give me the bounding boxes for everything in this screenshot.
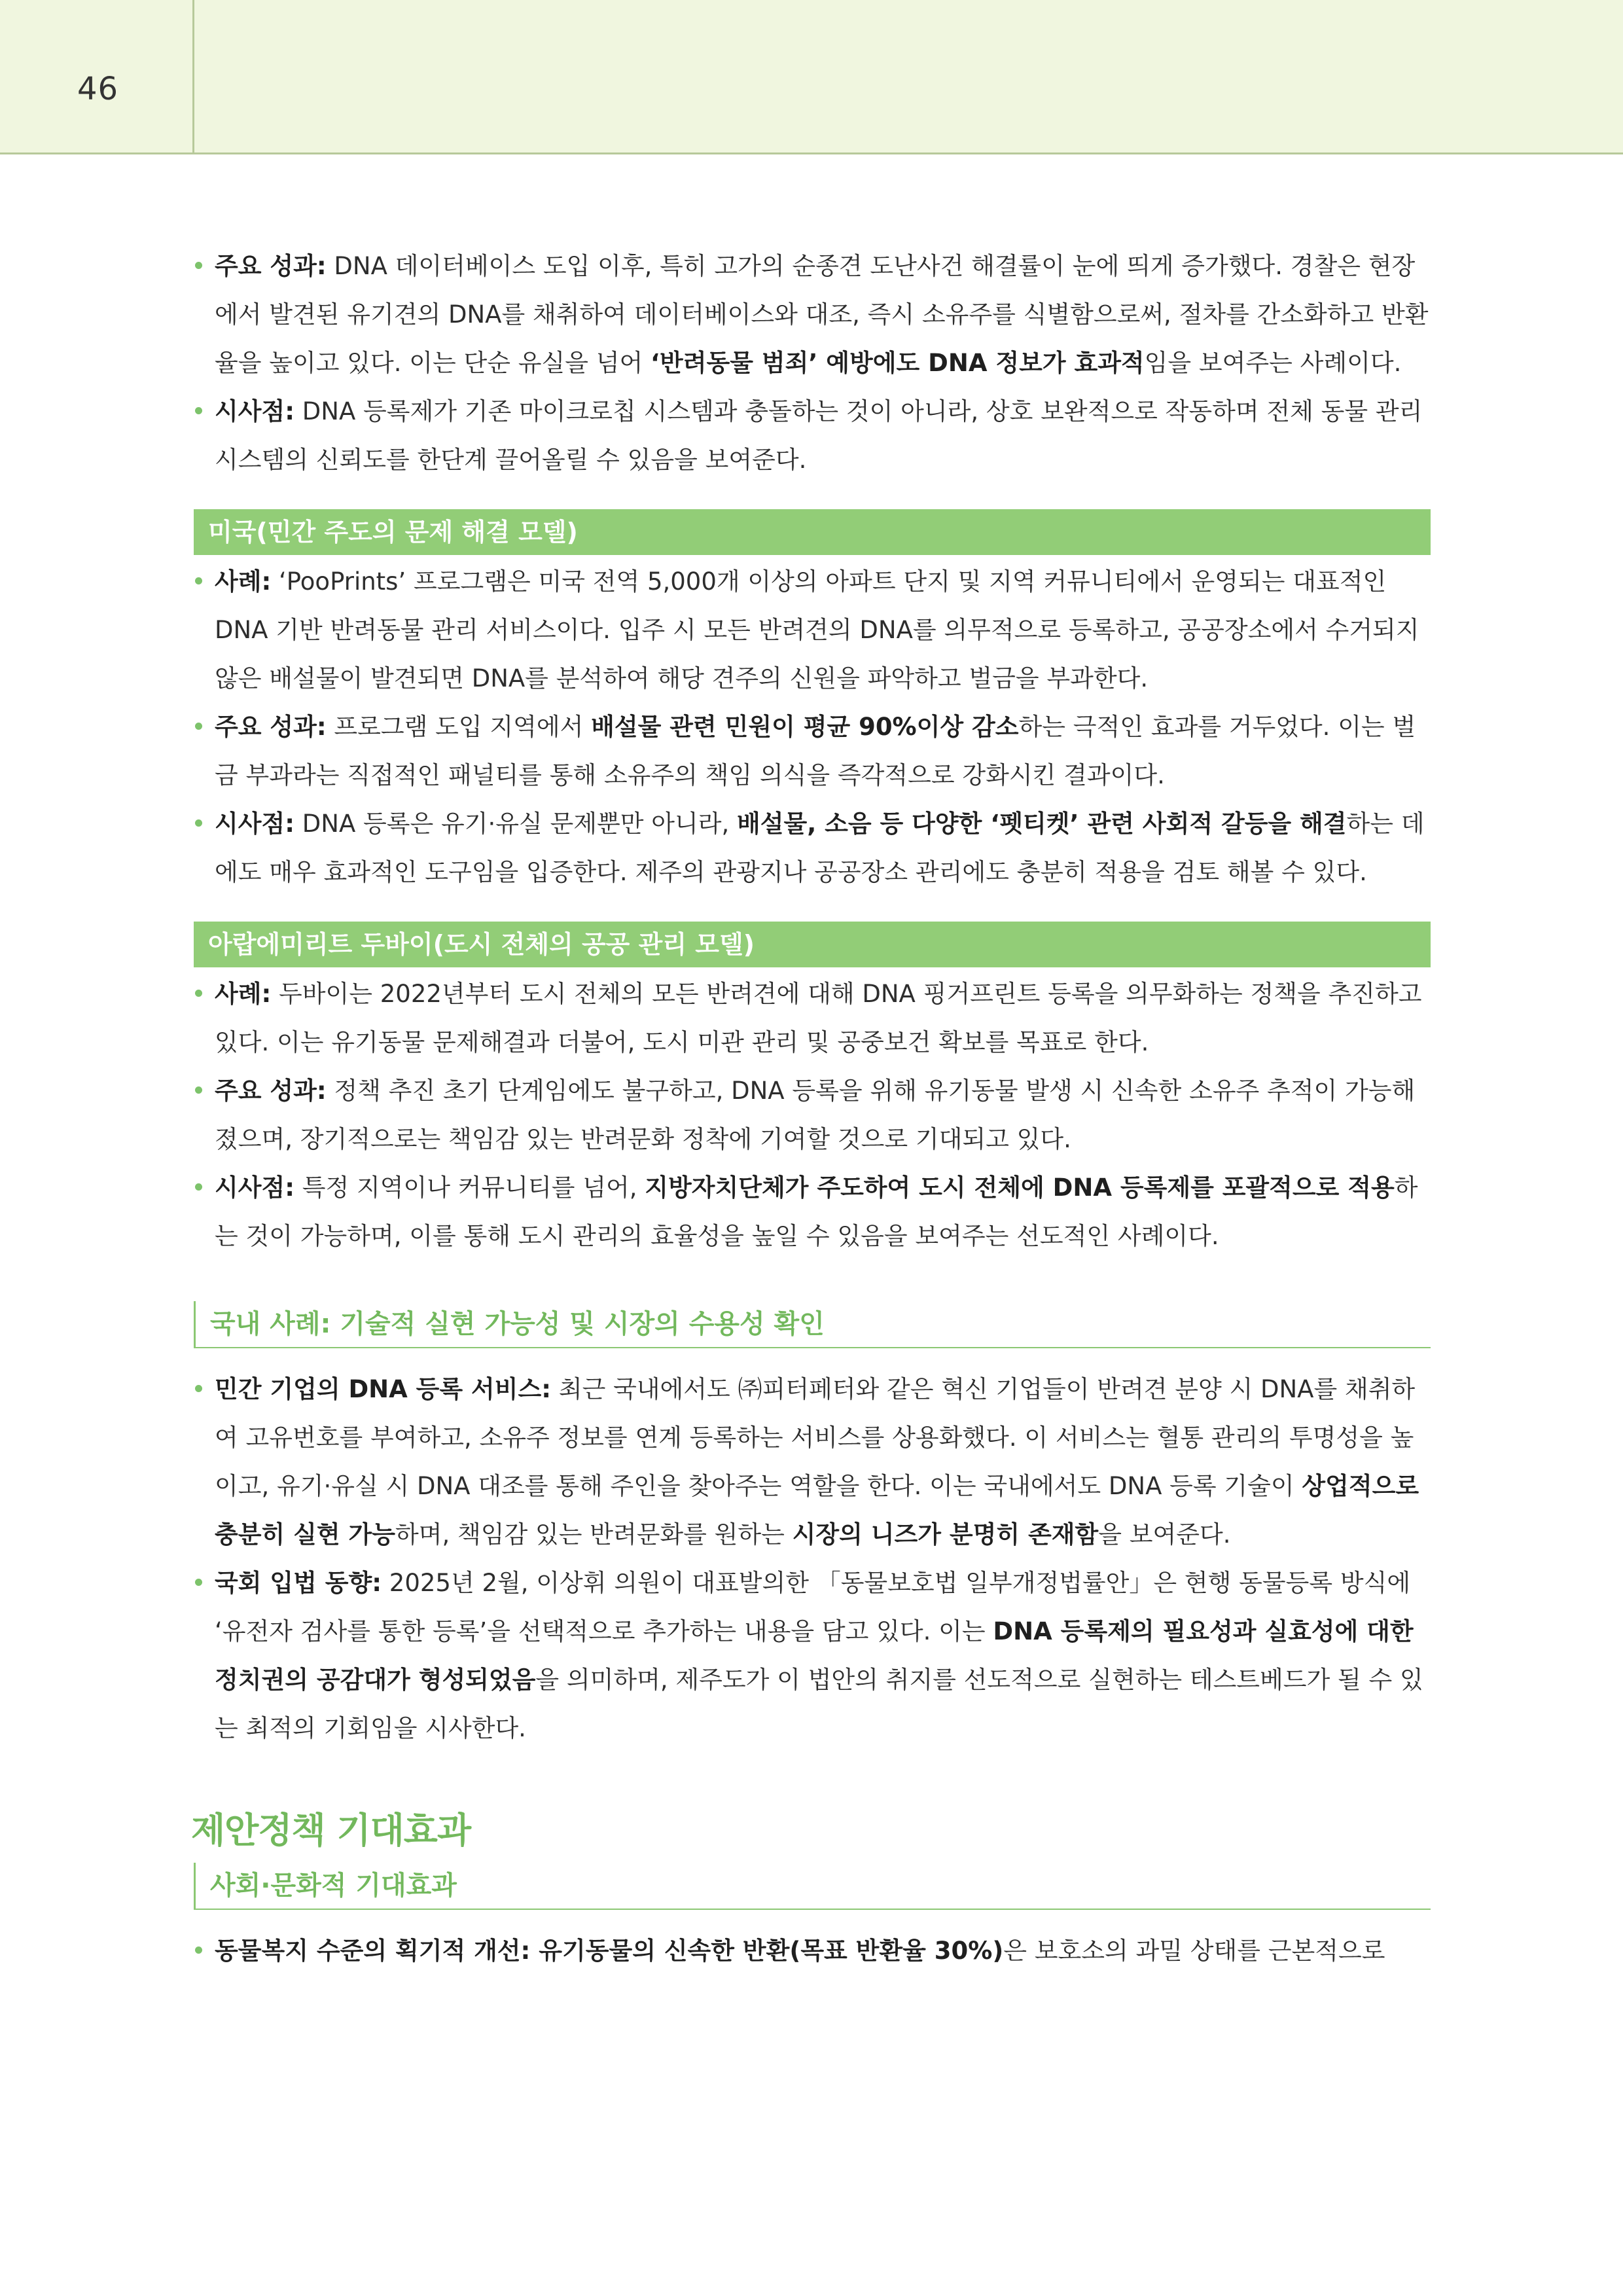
body-text: 하는 극적인 효과를 거두었다. 이는 벌금 부과라는 직접적인 패널티를 통해 소유주의 책임 의식을 즉각적으로 강화시킨 결과이다. (215, 713, 1416, 789)
bold-text: 사례: (215, 980, 272, 1008)
body-text: 두바이는 2022년부터 도시 전체의 모든 반려견에 대해 DNA 핑거프린트 등록을 의무화하는 정책을 추진하고 있다. 이는 유기동물 문제해결과 더불어, 도시 미관 관리 및 공중보건 확보를 목표로 한다. (215, 980, 1422, 1056)
bullet-item (194, 387, 1431, 484)
bold-text: 시사점: (215, 810, 295, 838)
section-5 (194, 1863, 1431, 1975)
header-band (0, 0, 1623, 154)
bold-text: DNA 등록제의 필요성과 실효성에 대한 정치권의 공감대가 형성되었음 (215, 1617, 1414, 1694)
bold-text: 주요 성과: (215, 713, 327, 741)
bullet-item (194, 1164, 1431, 1261)
section-subheading: 국내 사례: 기술적 실현 가능성 및 시장의 수용성 확인 (194, 1301, 1431, 1348)
bold-text: 주요 성과: (215, 252, 327, 280)
bullet-item (194, 800, 1431, 897)
body-text: 하며, 책임감 있는 반려문화를 원하는 (395, 1520, 793, 1549)
body-text: 은 보호소의 과밀 상태를 근본적으로 (1003, 1937, 1385, 1965)
body-text: 프로그램 도입 지역에서 (326, 713, 592, 741)
bullet-item (194, 1365, 1431, 1559)
section-2 (194, 922, 1431, 1261)
bullet-item (194, 970, 1431, 1067)
section-heading-bar: 미국(민간 주도의 문제 해결 모델) (194, 509, 1431, 555)
body-text: DNA 등록은 유기·유실 문제뿐만 아니라, (294, 810, 737, 838)
bold-text: 동물복지 수준의 획기적 개선: 유기동물의 신속한 반환(목표 반환율 30%) (215, 1937, 1004, 1965)
body-text: 정책 추진 초기 단계임에도 불구하고, DNA 등록을 위해 유기동물 발생 시 신속한 소유주 추적이 가능해졌으며, 장기적으로는 책임감 있는 반려문화 정착에 기여할 것으로 기대되고 있다. (215, 1077, 1416, 1153)
body-text: 특정 지역이나 커뮤니티를 넘어, (294, 1174, 645, 1202)
bold-text: 시장의 니즈가 분명히 존재함 (792, 1520, 1099, 1549)
bullet-item (194, 1559, 1431, 1753)
body-text: 을 보여준다. (1098, 1520, 1231, 1549)
section-0 (194, 242, 1431, 484)
body-text: 임을 보여주는 사례이다. (1144, 349, 1402, 377)
bold-text: 민간 기업의 DNA 등록 서비스: (215, 1375, 552, 1403)
body-text: 을 의미하며, 제주도가 이 법안의 취지를 선도적으로 실현하는 테스트베드가 될 수 있는 최적의 기회임을 시사한다. (215, 1666, 1423, 1742)
body-text: DNA 데이터베이스 도입 이후, 특히 고가의 순종견 도난사건 해결률이 눈에 띄게 증가했다. 경찰은 현장에서 발견된 유기견의 DNA를 채취하여 데이터베이스와 대조, 즉시 소유주를 식별함으로써, 절차를 간소화하고 반환율을 높이고 있다. 이는 단순 유실을 넘어 (215, 252, 1429, 377)
body-text: DNA 등록제가 기존 마이크로칩 시스템과 충돌하는 것이 아니라, 상호 보완적으로 작동하며 전체 동물 관리 시스템의 신뢰도를 한단계 끌어올릴 수 있음을 보여준다. (215, 397, 1423, 474)
bold-text: 배설물 관련 민원이 평균 90%이상 감소 (591, 713, 1019, 741)
body-text: 최근 국내에서도 ㈜피터페터와 같은 혁신 기업들이 반려견 분양 시 DNA를 채취하여 고유번호를 부여하고, 소유주 정보를 연계 등록하는 서비스를 상용화했다. 이 서비스는 혈통 관리의 투명성을 높이고, 유기·유실 시 DNA 대조를 통해 주인을 찾아주는 역할을 한다. 이는 국내에서도 DNA 등록 기술이 (215, 1375, 1416, 1500)
bold-text: 배설물, 소음 등 다양한 ‘펫티켓’ 관련 사회적 갈등을 해결 (737, 810, 1347, 838)
bold-text: 주요 성과: (215, 1077, 327, 1105)
bold-text: 상업적으로 충분히 실현 가능 (215, 1472, 1419, 1549)
section-3 (194, 1301, 1431, 1753)
bold-text: 사례: (215, 567, 272, 596)
body-text: 하는 데에도 매우 효과적인 도구임을 입증한다. 제주의 관광지나 공공장소 관리에도 충분히 적용을 검토 해볼 수 있다. (215, 810, 1425, 886)
page-content (191, 242, 1431, 1975)
section-subheading: 사회·문화적 기대효과 (194, 1863, 1431, 1910)
bold-text: 시사점: (215, 1174, 295, 1202)
bullet-item (194, 242, 1431, 387)
bold-text: 지방자치단체가 주도하여 도시 전체에 DNA 등록제를 포괄적으로 적용 (645, 1174, 1395, 1202)
page-number: 46 (77, 71, 119, 107)
bullet-item (194, 703, 1431, 800)
bullet-item (194, 1927, 1431, 1975)
section-4 (191, 1808, 1431, 1854)
bullet-item (194, 558, 1431, 703)
header-divider (192, 0, 194, 154)
section-1 (194, 509, 1431, 897)
bold-text: 시사점: (215, 397, 295, 425)
chapter-title: 제안정책 기대효과 (191, 1810, 471, 1851)
section-heading-bar: 아랍에미리트 두바이(도시 전체의 공공 관리 모델) (194, 922, 1431, 967)
body-text: 하는 것이 가능하며, 이를 통해 도시 관리의 효율성을 높일 수 있음을 보여주는 선도적인 사례이다. (215, 1174, 1418, 1250)
bullet-item (194, 1067, 1431, 1164)
bold-text: 국회 입법 동향: (215, 1569, 382, 1597)
body-text: 2025년 2월, 이상휘 의원이 대표발의한 「동물보호법 일부개정법률안」은 현행 동물등록 방식에 ‘유전자 검사를 통한 등록’을 선택적으로 추가하는 내용을 담고 있다. 이는 (215, 1569, 1411, 1645)
bold-text: ‘반려동물 범죄’ 예방에도 DNA 정보가 효과적 (650, 349, 1145, 377)
body-text: ‘PooPrints’ 프로그램은 미국 전역 5,000개 이상의 아파트 단지 및 지역 커뮤니티에서 운영되는 대표적인 DNA 기반 반려동물 관리 서비스이다. 입주 시 모든 반려견의 DNA를 의무적으로 등록하고, 공공장소에서 수거되지 않은 배설물이 발견되면 DNA를 분석하여 해당 견주의 신원을 파악하고 벌금을 부과한다. (215, 567, 1419, 692)
